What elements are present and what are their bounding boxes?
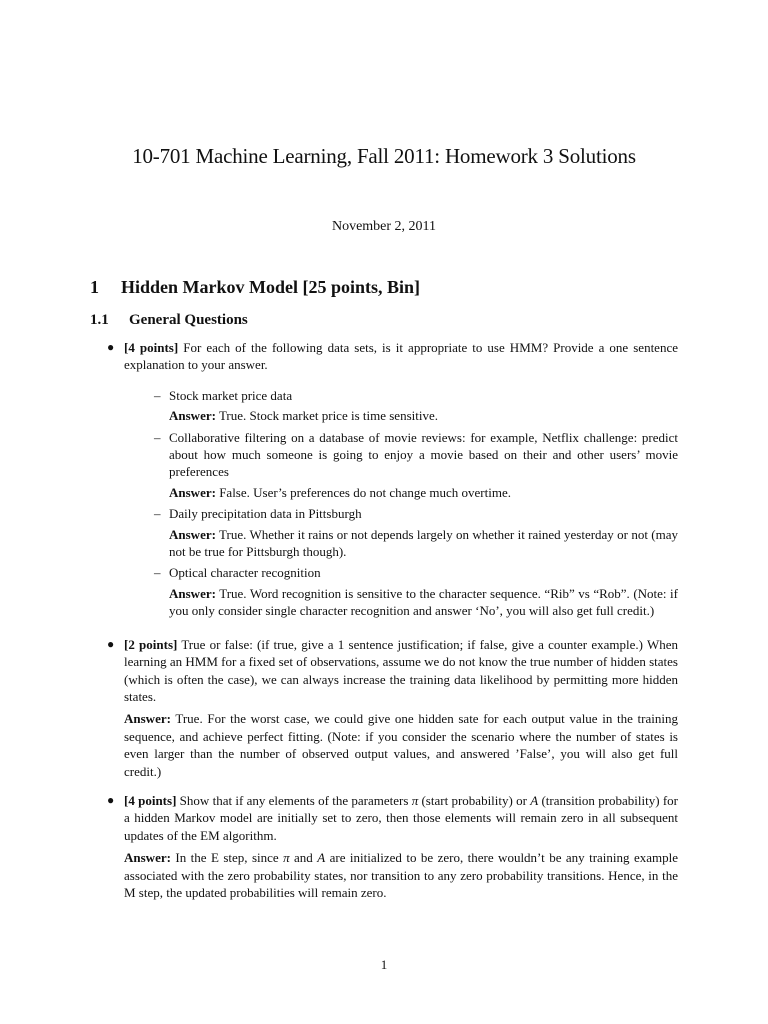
- list-item: [154, 429, 678, 502]
- question-1-text: [4 points] For each of the following data sets, is it appropriate to use HMM? Provide a one sentence explanation to your answer.: [124, 340, 678, 373]
- question-2-text: [2 points] True or false: (if true, give a 1 sentence justification; if false, give a counter example.) When learning an HMM for a fixed set of observations, assume we do not know the true number of hidden states (which is often the case), we can always increase the training data likelihood by permitting more hidden states.: [124, 636, 678, 704]
- question-3-answer: Answer: In the E step, since π and A are initialized to be zero, there wouldn’t be any training example associated with the zero probability states, nor transition to any zero probability transitions. Hence, in the M step, the updated probabilities will remain zero.: [124, 850, 678, 900]
- pi-symbol: π: [411, 792, 419, 808]
- list-item-answer: Answer: False. User’s preferences do not change much overtime.: [169, 484, 511, 500]
- list-item-question: Daily precipitation data in Pittsburgh: [169, 506, 362, 522]
- question-2-points: [2 points]: [124, 636, 178, 652]
- dash-icon: –: [154, 429, 161, 445]
- list-item-answer: Answer: True. Whether it rains or not depends largely on whether it rained yesterday or not (may not be true for Pittsburgh though).: [169, 526, 678, 560]
- list-item-answer: Answer: True. Word recognition is sensitive to the character sequence. “Rib” vs “Rob”. (Note: if you only consider single character recognition and answer ‘No’, you will also get full credit.): [169, 585, 678, 619]
- list-item-question: Optical character recognition: [169, 565, 321, 581]
- list-item-question: Stock market price data: [169, 387, 293, 403]
- dash-icon: –: [154, 565, 161, 581]
- question-2: [107, 636, 678, 780]
- subsection-title: General Questions: [129, 312, 248, 328]
- section-title: Hidden Markov Model [25 points, Bin]: [121, 277, 421, 297]
- document-title: 10-701 Machine Learning, Fall 2011: Homework 3 Solutions: [132, 144, 636, 168]
- subsection-heading: [90, 312, 248, 329]
- a-symbol: A: [317, 850, 326, 866]
- section-number: 1: [90, 277, 99, 297]
- question-3-points: [4 points]: [124, 792, 177, 808]
- list-item: [154, 505, 678, 560]
- pi-symbol: π: [283, 850, 290, 866]
- document-date: November 2, 2011: [331, 219, 437, 234]
- dash-icon: –: [154, 506, 161, 522]
- question-3-text: [4 points] Show that if any elements of the parameters π (start probability) or A (transition probability) for a hidden Markov model are initially set to zero, then those elements will remain zero in all subsequent updates of the EM algorithm.: [124, 792, 679, 843]
- question-2-answer: Answer: True. For the worst case, we could give one hidden sate for each output value in the training sequence, and achieve perfect fitting. (Note: if you consider the scenario where the number of states is even larger than the number of observed output values, and answered ’False’, you will also get full credit.): [124, 711, 678, 779]
- a-symbol: A: [530, 792, 539, 808]
- bullet-icon: ●: [107, 340, 115, 354]
- question-1: [107, 339, 678, 620]
- bullet-icon: ●: [107, 792, 115, 807]
- subsection-number: 1.1: [90, 312, 109, 328]
- question-3: [107, 792, 678, 901]
- list-item-question: Collaborative filtering on a database of movie reviews: for example, Netflix challenge: predict about how much someone is going to enjoy a movie based on their and other users’ movie preferences: [169, 429, 678, 480]
- list-item: [154, 564, 678, 619]
- document-body: [107, 339, 678, 901]
- list-item-answer: Answer: True. Stock market price is time sensitive.: [169, 408, 438, 424]
- page-number: 1: [380, 957, 388, 972]
- question-1-points: [4 points]: [124, 340, 179, 355]
- bullet-icon: ●: [107, 636, 115, 651]
- question-1-items: [124, 387, 678, 620]
- list-item: [154, 387, 678, 425]
- dash-icon: –: [154, 387, 161, 403]
- section-heading: [90, 277, 420, 298]
